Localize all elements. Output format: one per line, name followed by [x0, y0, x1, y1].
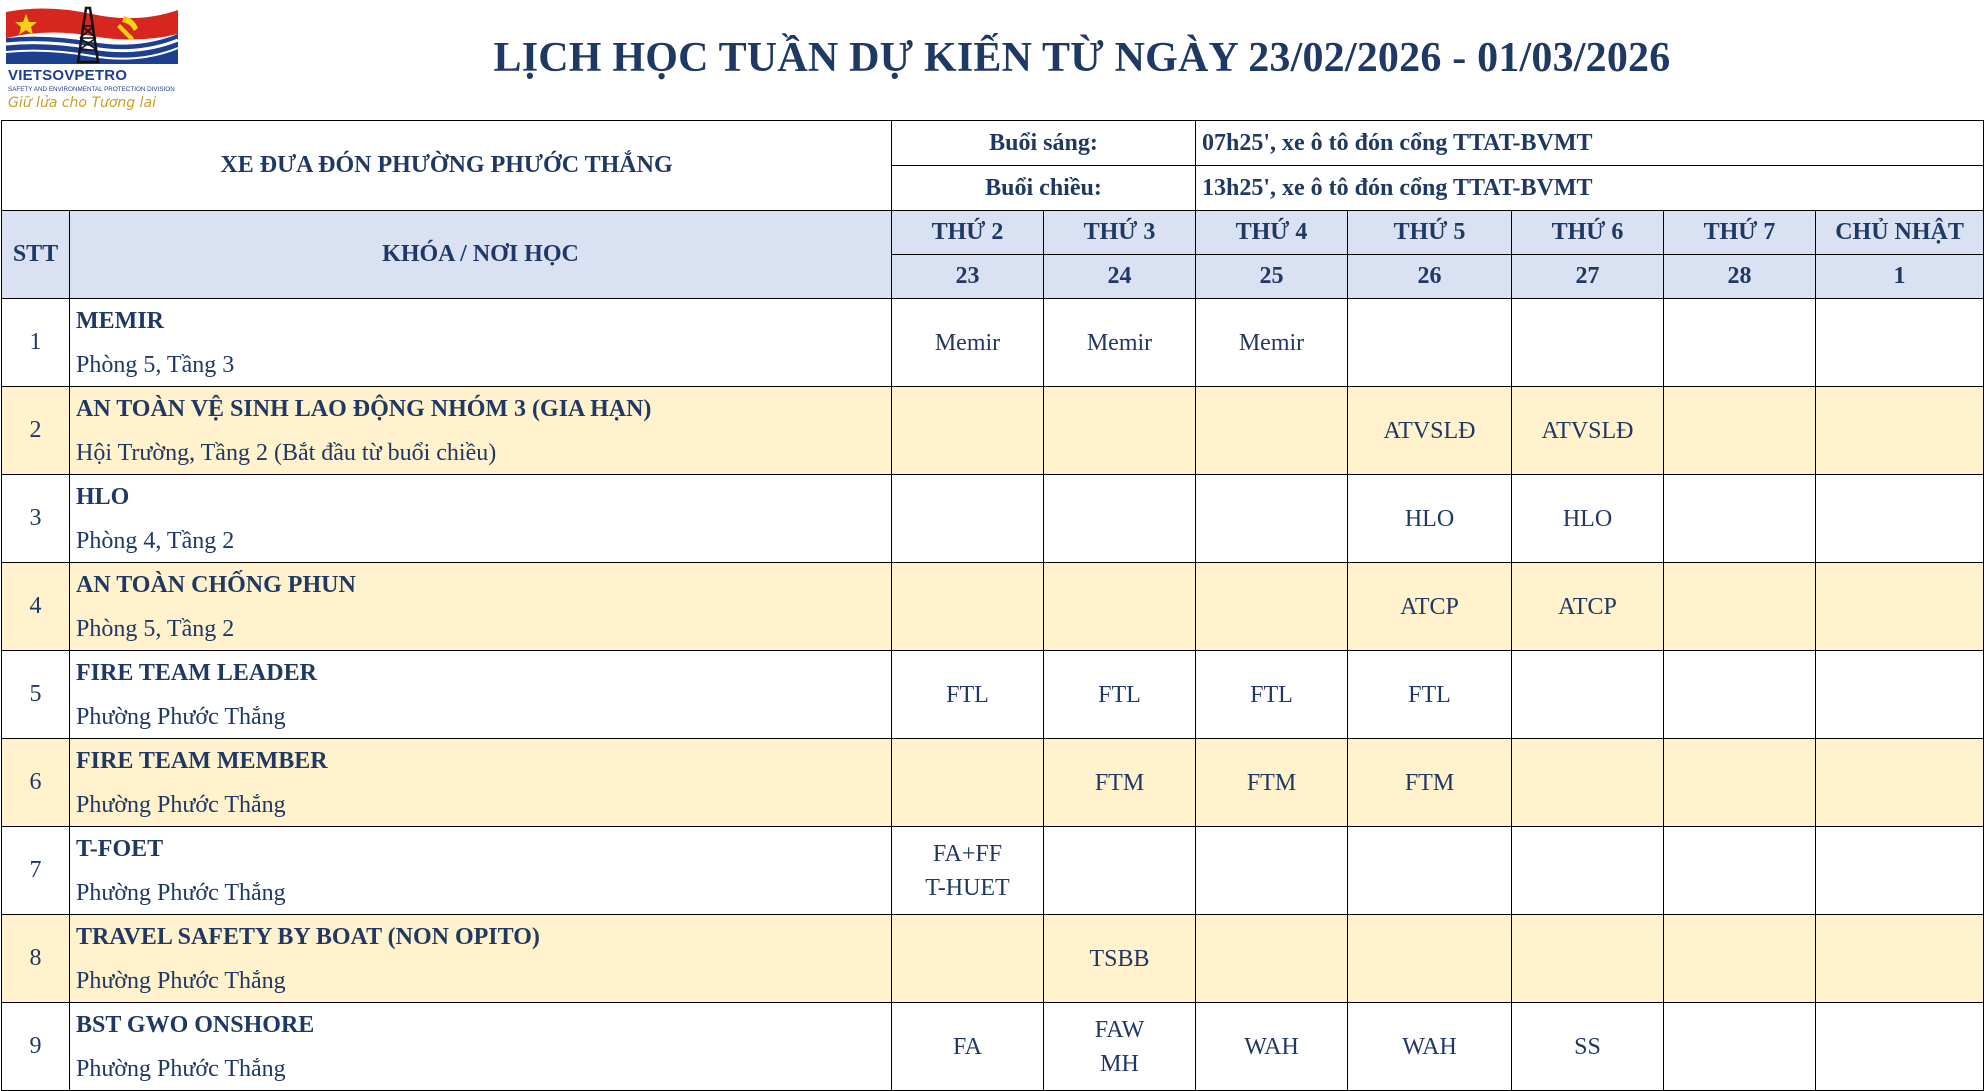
schedule-cell: [892, 563, 1044, 651]
table-row: [2, 1003, 1984, 1091]
schedule-cell: [1512, 915, 1664, 1003]
row-stt: 9: [2, 1003, 70, 1091]
table-row: [2, 563, 1984, 651]
schedule-cell: FAW MH: [1044, 1003, 1196, 1091]
schedule-cell: [1044, 563, 1196, 651]
table-row: [2, 651, 1984, 739]
schedule-cell: [1196, 915, 1348, 1003]
schedule-cell: FA+FF T-HUET: [892, 827, 1044, 915]
course-location: Phòng 4, Tầng 2: [76, 528, 235, 554]
schedule-table: [1, 120, 1984, 1091]
course-name: BST GWO ONSHORE: [76, 1012, 315, 1038]
bus-row-morning: [2, 121, 1984, 166]
logo-slogan-text: Giữ lửa cho Tương lai: [8, 95, 156, 111]
date-header: 23: [892, 255, 1044, 299]
schedule-cell: [1044, 387, 1196, 475]
schedule-cell: [1348, 915, 1512, 1003]
date-header: 24: [1044, 255, 1196, 299]
schedule-cell: [1348, 827, 1512, 915]
schedule-cell: FA: [892, 1003, 1044, 1091]
course-location: Phường Phước Thắng: [76, 792, 286, 818]
course-name: HLO: [76, 484, 130, 510]
date-header: 27: [1512, 255, 1664, 299]
schedule-cell: [1196, 827, 1348, 915]
morning-value: 07h25', xe ô tô đón cổng TTAT-BVMT: [1196, 121, 1984, 166]
schedule-cell: [1044, 475, 1196, 563]
day-header: THỨ 3: [1044, 211, 1196, 255]
schedule-cell: [1816, 387, 1984, 475]
day-header-row: [2, 211, 1984, 255]
day-header: THỨ 5: [1348, 211, 1512, 255]
date-header: 28: [1664, 255, 1816, 299]
schedule-cell: WAH: [1348, 1003, 1512, 1091]
schedule-cell: [1816, 299, 1984, 387]
schedule-cell: FTM: [1044, 739, 1196, 827]
schedule-cell: [1664, 299, 1816, 387]
schedule-cell: ATVSLĐ: [1512, 387, 1664, 475]
schedule-cell: [892, 915, 1044, 1003]
stt-header: STT: [2, 211, 70, 299]
schedule-cell: [1664, 475, 1816, 563]
row-stt: 6: [2, 739, 70, 827]
schedule-cell: [1664, 915, 1816, 1003]
course-cell: [70, 1003, 892, 1091]
schedule-cell: FTL: [1348, 651, 1512, 739]
afternoon-value: 13h25', xe ô tô đón cổng TTAT-BVMT: [1196, 166, 1984, 211]
schedule-cell: [1664, 739, 1816, 827]
day-header: THỨ 6: [1512, 211, 1664, 255]
course-cell: [70, 651, 892, 739]
schedule-cell: TSBB: [1044, 915, 1196, 1003]
row-stt: 5: [2, 651, 70, 739]
schedule-cell: ATCP: [1348, 563, 1512, 651]
schedule-cell: [892, 475, 1044, 563]
schedule-cell: [1816, 827, 1984, 915]
table-row: [2, 739, 1984, 827]
table-row: [2, 827, 1984, 915]
schedule-cell: [1044, 827, 1196, 915]
schedule-cell: [1816, 915, 1984, 1003]
schedule-cell: FTM: [1196, 739, 1348, 827]
schedule-cell: [1816, 739, 1984, 827]
page-title: LỊCH HỌC TUẦN DỰ KIẾN TỪ NGÀY 23/02/2026 - 01/03/2026: [493, 35, 1671, 81]
course-name: TRAVEL SAFETY BY BOAT (NON OPITO): [76, 924, 540, 950]
day-header: THỨ 4: [1196, 211, 1348, 255]
course-location: Phòng 5, Tầng 3: [76, 352, 235, 378]
schedule-cell: [1664, 651, 1816, 739]
course-location: Hội Trường, Tầng 2 (Bắt đầu từ buổi chiều): [76, 440, 497, 466]
row-stt: 4: [2, 563, 70, 651]
course-cell: [70, 563, 892, 651]
schedule-cell: [1196, 387, 1348, 475]
schedule-cell: FTL: [1044, 651, 1196, 739]
course-cell: [70, 475, 892, 563]
table-row: [2, 299, 1984, 387]
course-cell: [70, 387, 892, 475]
row-stt: 8: [2, 915, 70, 1003]
schedule-cell: ATVSLĐ: [1348, 387, 1512, 475]
course-cell: [70, 915, 892, 1003]
morning-label: Buổi sáng:: [892, 121, 1196, 166]
logo-brand-text: VIETSOVPETRO: [8, 67, 128, 84]
table-row: [2, 387, 1984, 475]
table-row: [2, 475, 1984, 563]
course-name: T-FOET: [76, 836, 164, 862]
schedule-cell: [1664, 827, 1816, 915]
schedule-cell: [1196, 475, 1348, 563]
date-header: 25: [1196, 255, 1348, 299]
course-location: Phường Phước Thắng: [76, 968, 286, 994]
bus-label: XE ĐƯA ĐÓN PHƯỜNG PHƯỚC THẮNG: [2, 121, 892, 211]
schedule-cell: HLO: [1348, 475, 1512, 563]
table-row: [2, 915, 1984, 1003]
course-location: Phòng 5, Tầng 2: [76, 616, 235, 642]
date-header: 1: [1816, 255, 1984, 299]
schedule-cell: Memir: [892, 299, 1044, 387]
schedule-cell: WAH: [1196, 1003, 1348, 1091]
course-location: Phường Phước Thắng: [76, 704, 286, 730]
afternoon-label: Buổi chiều:: [892, 166, 1196, 211]
schedule-cell: [892, 387, 1044, 475]
schedule-cell: [1512, 739, 1664, 827]
day-header: CHỦ NHẬT: [1816, 211, 1984, 255]
schedule-cell: [1348, 299, 1512, 387]
schedule-cell: [1816, 475, 1984, 563]
schedule-cell: [1664, 387, 1816, 475]
schedule-cell: [1664, 563, 1816, 651]
course-name: FIRE TEAM LEADER: [76, 660, 317, 686]
schedule-cell: [1816, 1003, 1984, 1091]
row-stt: 1: [2, 299, 70, 387]
day-header: THỨ 2: [892, 211, 1044, 255]
schedule-cell: [1512, 651, 1664, 739]
schedule-cell: [1512, 299, 1664, 387]
course-location: Phường Phước Thắng: [76, 1056, 286, 1082]
company-logo: [6, 4, 178, 112]
schedule-cell: [1664, 1003, 1816, 1091]
row-stt: 7: [2, 827, 70, 915]
schedule-cell: SS: [1512, 1003, 1664, 1091]
course-name: FIRE TEAM MEMBER: [76, 748, 328, 774]
schedule-cell: FTM: [1348, 739, 1512, 827]
schedule-cell: FTL: [1196, 651, 1348, 739]
date-header: 26: [1348, 255, 1512, 299]
course-header: KHÓA / NƠI HỌC: [70, 211, 892, 299]
schedule-cell: HLO: [1512, 475, 1664, 563]
schedule-cell: FTL: [892, 651, 1044, 739]
schedule-cell: [1196, 563, 1348, 651]
day-header: THỨ 7: [1664, 211, 1816, 255]
row-stt: 3: [2, 475, 70, 563]
schedule-cell: Memir: [1044, 299, 1196, 387]
row-stt: 2: [2, 387, 70, 475]
course-cell: [70, 739, 892, 827]
course-name: AN TOÀN CHỐNG PHUN: [76, 572, 356, 598]
schedule-cell: [1816, 563, 1984, 651]
logo-division-text: SAFETY AND ENVIRONMENTAL PROTECTION DIVISION: [8, 86, 175, 93]
schedule-cell: ATCP: [1512, 563, 1664, 651]
course-name: AN TOÀN VỆ SINH LAO ĐỘNG NHÓM 3 (GIA HẠN): [76, 396, 652, 422]
schedule-cell: [1816, 651, 1984, 739]
course-cell: [70, 299, 892, 387]
schedule-cell: [1512, 827, 1664, 915]
schedule-cell: [892, 739, 1044, 827]
course-name: MEMIR: [76, 308, 164, 334]
schedule-cell: Memir: [1196, 299, 1348, 387]
course-cell: [70, 827, 892, 915]
course-location: Phường Phước Thắng: [76, 880, 286, 906]
